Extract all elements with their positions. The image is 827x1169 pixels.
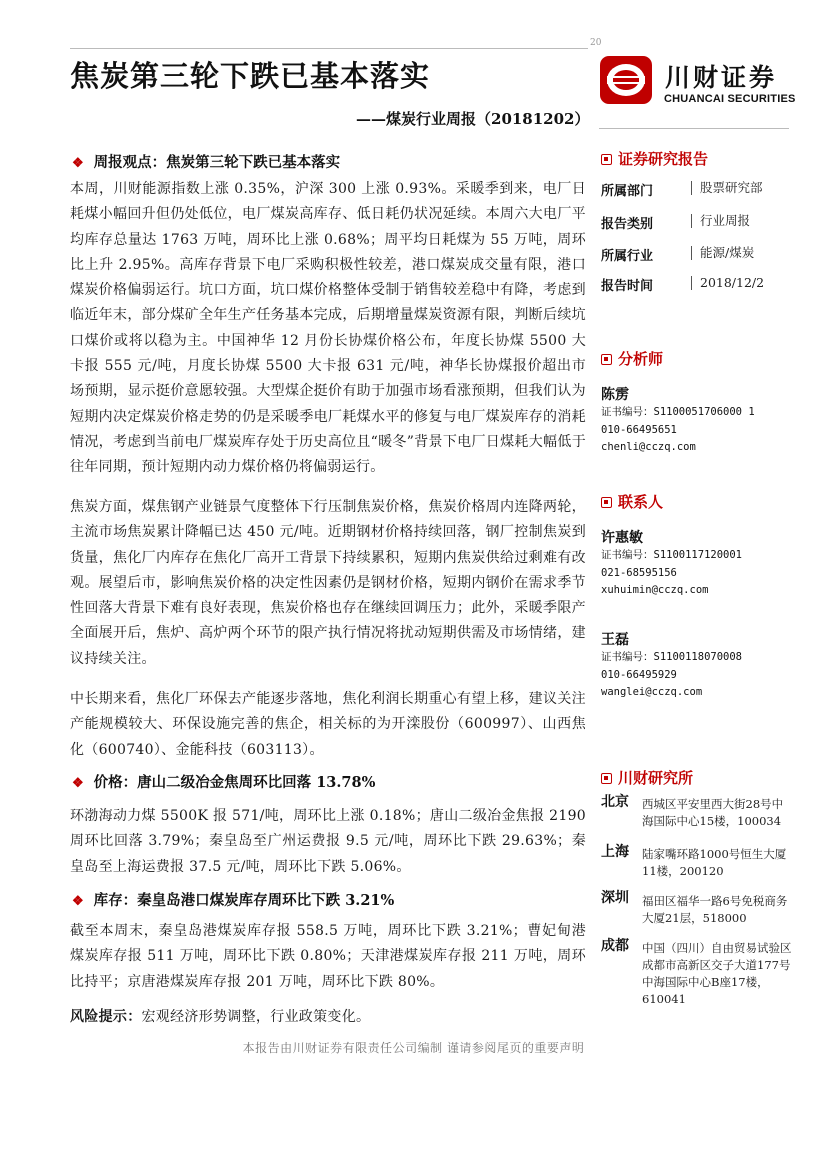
diamond-bullet-icon: ❖ <box>72 894 84 909</box>
info-value: 股票研究部 <box>691 181 763 195</box>
view-paragraph-3: 中长期来看，焦化厂环保去产能逐步落地，焦化利润长期重心有望上移，建议关注产能规模较大、环保设施完善的焦企，相关标的为开滦股份（600997）、山西焦化（600740）、金能科技（603113）。 <box>70 691 586 758</box>
page-title: 焦炭第三轮下跌已基本落实 <box>70 59 431 93</box>
info-value: 能源/煤炭 <box>691 246 754 260</box>
analyst-email: chenli@cczq.com <box>601 441 696 453</box>
contact-name: 许惠敏 <box>601 530 643 546</box>
section-heading-view: ❖ 周报观点：焦炭第三轮下跌已基本落实 <box>72 154 341 171</box>
office-address: 中国（四川）自由贸易试验区成都市高新区交子大道177号中海国际中心B座17楼，610041 <box>642 941 792 1006</box>
logo-text-cn: 川财证券 <box>665 63 778 92</box>
contact-name: 王磊 <box>601 632 629 648</box>
sidebar-heading-analyst: 分析师 <box>601 348 663 369</box>
contact-phone: 021-68595156 <box>601 566 677 579</box>
section-marker-icon <box>601 354 612 365</box>
analyst-cert: 证书编号：S1100051706000 1 <box>601 406 755 418</box>
section-heading-price: ❖ 价格：唐山二级冶金焦周环比回落 13.78% <box>72 774 376 791</box>
info-label: 报告时间 <box>601 279 654 294</box>
sidebar-top-rule <box>599 128 789 129</box>
analyst-card <box>601 384 755 457</box>
risk-text: 宏观经济形势调整，行业政策变化。 <box>141 1009 371 1025</box>
footer-disclaimer: 本报告由川财证券有限责任公司编制 谨请参阅尾页的重要声明 <box>242 1041 585 1055</box>
contact-card <box>601 527 742 600</box>
page-number: 20 <box>590 38 602 48</box>
logo-text-en: CHUANCAI SECURITIES <box>664 93 796 105</box>
info-label: 报告类别 <box>601 217 654 232</box>
section-marker-icon <box>601 497 612 508</box>
office-address: 陆家嘴环路1000号恒生大厦11楼，200120 <box>642 847 787 878</box>
risk-warning <box>70 1005 586 1030</box>
office-city: 北京 <box>601 794 629 810</box>
view-paragraph-1: 本周，川财能源指数上涨 0.35%，沪深 300 上涨 0.93%。采暖季到来，电厂日耗煤小幅回升但仍处低位，电厂煤炭高库存、低日耗仍状况延续。本周六大电厂平均库存总量达 1763 万吨，周环比上涨 0.68%；周平均日耗煤为 55 万吨，周环比上升 2.95%。高库存背景下电厂采购积极性较差，港口煤炭成交量有限，港口煤炭价格偏弱运行。坑口方面，坑口煤价格整体受制于销售较差稳中有降，考虑到临近年末，部分煤矿全年生产任务基本完成，后期增量煤炭资源有限，判断后续坑口煤价或将以稳为主。中国神华 12 月份长协煤价格公布，年度长协煤 5500 大卡报 555 元/吨，月度长协煤 5500 大卡报 631 元/吨，神华长协煤报价超出市场预期，显示挺价意愿较强。大型煤企挺价有助于加强市场看涨预期，但我们认为短期内决定煤炭价格走势的仍是采暖季电厂耗煤水平的修复与电厂煤炭库存的消耗情况，考虑到当前电厂煤炭库存处于历史高位且“暖冬”背景下电厂日煤耗大幅低于往年同期，预计短期内动力煤价格仍将偏弱运行。 <box>70 181 586 476</box>
inventory-paragraph: 截至本周末，秦皇岛港煤炭库存报 558.5 万吨，周环比下跌 3.21%；曹妃甸港煤炭库存报 511 万吨，周环比下跌 0.80%；天津港煤炭库存报 211 万吨，周环比持平；京唐港煤炭库存报 201 万吨，周环比下跌 80%。 <box>70 923 586 990</box>
contact-cert: 证书编号：S1100117120001 <box>601 549 743 561</box>
sidebar-heading-institute: 川财研究所 <box>601 767 693 788</box>
info-value: 行业周报 <box>691 214 750 228</box>
contact-phone: 010-66495929 <box>601 668 677 681</box>
contact-card <box>601 629 742 702</box>
sidebar-heading-report: 证券研究报告 <box>601 148 708 169</box>
section-heading-inventory: ❖ 库存：秦皇岛港口煤炭库存周环比下跌 3.21% <box>72 892 395 909</box>
view-paragraph-2: 焦炭方面，煤焦钢产业链景气度整体下行压制焦炭价格，焦炭价格周内连降两轮，主流市场焦炭累计降幅已达 450 元/吨。近期钢材价格持续回落，钢厂控制焦炭到货量，焦化厂内库存在焦化厂高开工背景下持续累积，短期内焦炭供给过剩难有改观。展望后市，影响焦炭价格的决定性因素仍是钢材价格，短期内钢价在需求季节性回落大背景下难有良好表现，焦炭价格也存在继续回调压力；此外，采暖季限产全面展开后，焦炉、高炉两个环节的限产执行情况将扰动短期供需及市场情绪，建议持续关注。 <box>70 499 586 667</box>
info-label: 所属部门 <box>601 184 654 199</box>
office-city: 深圳 <box>601 890 629 906</box>
section-marker-icon <box>601 773 612 784</box>
section-marker-icon <box>601 154 612 165</box>
sidebar-heading-contact: 联系人 <box>601 491 663 512</box>
risk-label: 风险提示： <box>70 1009 142 1025</box>
contact-cert: 证书编号：S1100118070008 <box>601 651 743 663</box>
office-city: 上海 <box>601 844 629 860</box>
office-address: 福田区福华一路6号免税商务大厦21层，518000 <box>642 894 788 925</box>
diamond-bullet-icon: ❖ <box>72 776 84 791</box>
contact-email: wanglei@cczq.com <box>601 686 703 698</box>
title-rule <box>70 48 588 49</box>
office-city: 成都 <box>601 938 629 954</box>
office-address: 西城区平安里西大街28号中海国际中心15楼，100034 <box>642 797 784 828</box>
diamond-bullet-icon: ❖ <box>72 156 84 171</box>
info-value: 2018/12/2 <box>691 276 764 290</box>
analyst-phone: 010-66495651 <box>601 423 677 436</box>
contact-email: xuhuimin@cczq.com <box>601 584 709 596</box>
chuancai-logo-icon <box>599 55 653 105</box>
price-paragraph: 环渤海动力煤 5500K 报 571/吨，周环比上涨 0.18%；唐山二级冶金焦报 2190 周环比回落 3.79%；秦皇岛至广州运费报 9.5 元/吨，周环比下跌 29.63%；秦皇岛至上海运费报 37.5 元/吨，周环比下跌 5.06%。 <box>70 808 586 875</box>
info-label: 所属行业 <box>601 249 654 264</box>
report-subtitle: ——煤炭行业周报（20181202） <box>356 110 590 128</box>
analyst-name: 陈雳 <box>601 387 629 403</box>
